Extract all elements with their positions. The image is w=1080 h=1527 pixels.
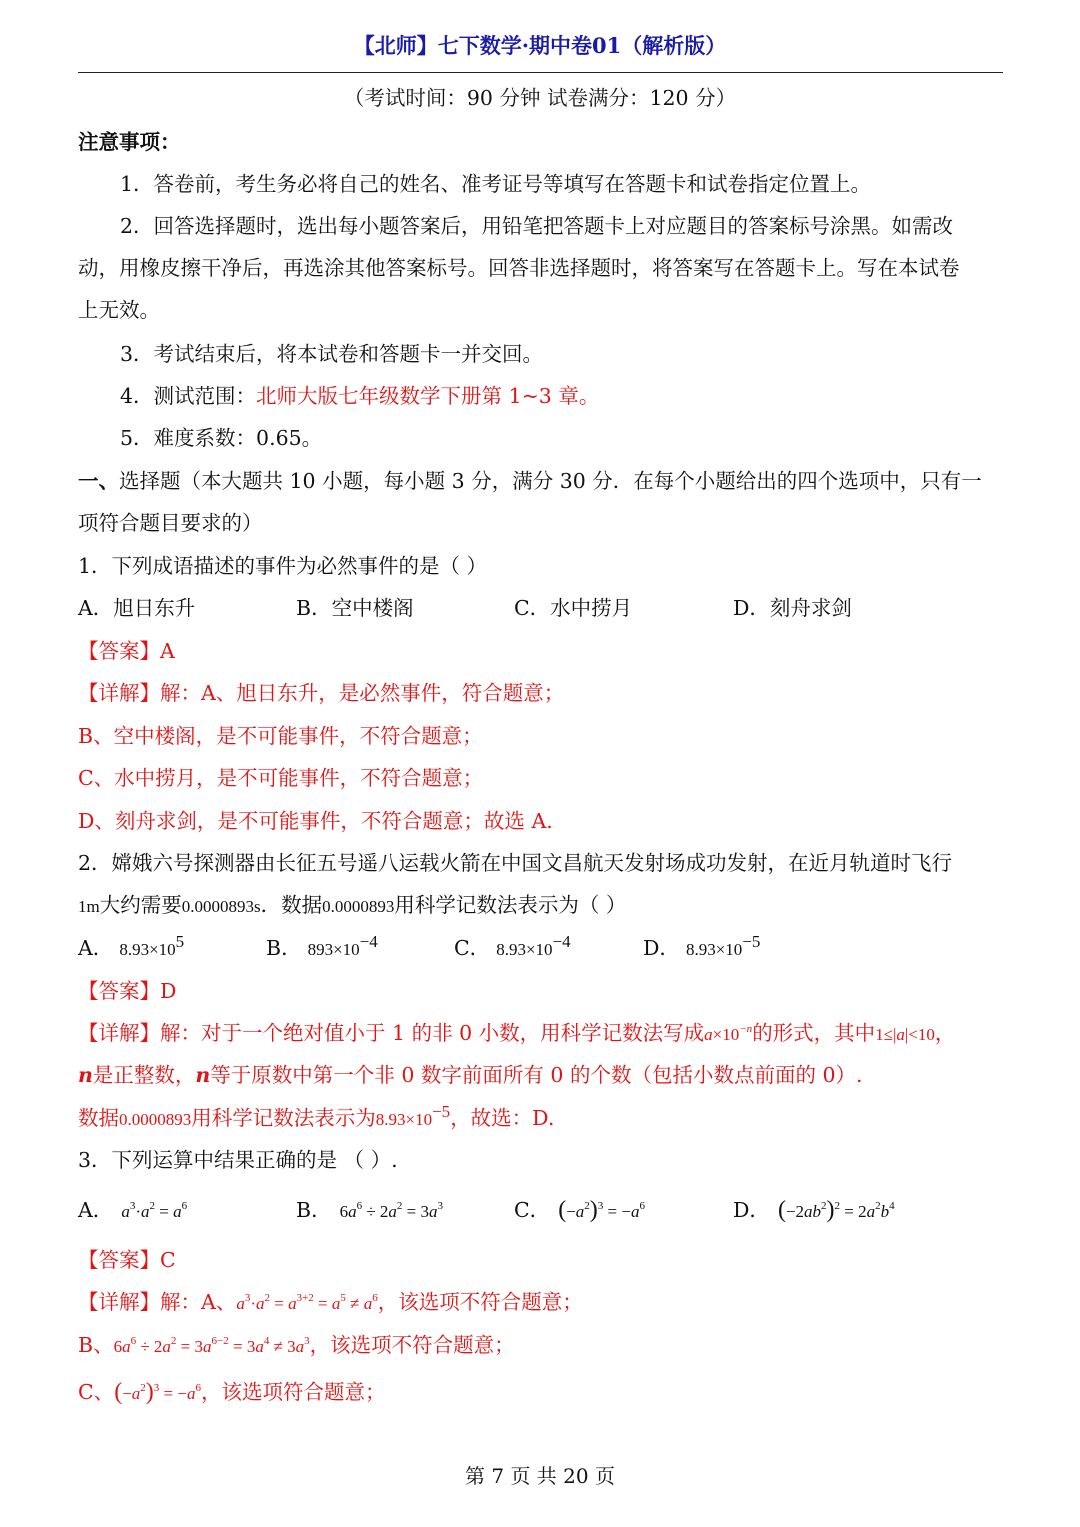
- q3-explain-a-formula: $a^3\cdot a^2 = a^{3+2} = a^5 \ne a^6$: [236, 1292, 378, 1313]
- q2-text-2: ．数据: [260, 893, 323, 917]
- header-divider: [78, 72, 1003, 73]
- option-base: 8.93×10: [496, 940, 553, 959]
- option-base: 8.93×10: [685, 940, 743, 959]
- q2-explain-text-2: 的形式，其中: [752, 1021, 876, 1045]
- note-item-3: 3．考试结束后，将本试卷和答题卡一并交回。: [120, 342, 544, 366]
- q2-sci-form: [704, 1025, 752, 1044]
- question-1-stem: 1．下列成语描述的事件为必然事件的是（ ）: [78, 554, 488, 578]
- var-n: n: [78, 1063, 93, 1087]
- note-item-5: 5．难度系数：0.65。: [120, 426, 323, 450]
- option-letter: C．: [454, 936, 491, 960]
- q2-result-exp: −5: [432, 1102, 451, 1121]
- question-1-option-a: A．旭日东升: [78, 596, 196, 620]
- var-a: a: [704, 1025, 713, 1044]
- question-2-stem-1: 2．嫦娥六号探测器由长征五号遥八运载火箭在中国文昌航天发射场成功发射，在近月轨道时飞行: [78, 851, 953, 875]
- question-1-option-d: D．刻舟求剑: [733, 596, 852, 620]
- q2-explain-text-5: 数据: [78, 1106, 119, 1130]
- note-item-1: 1．答卷前，考生务必将自己的姓名、准考证号等填写在答题卡和试卷指定位置上。: [120, 172, 872, 196]
- q3-explain-c-prefix: C、: [78, 1380, 115, 1404]
- question-3-option-b: [296, 1196, 443, 1226]
- question-1-option-b: B．空中楼阁: [296, 596, 414, 620]
- question-1-explain-2: B、空中楼阁，是不可能事件，不符合题意；: [78, 724, 483, 748]
- question-1-option-c: C．水中捞月: [514, 596, 633, 620]
- question-2-stem-2: [78, 891, 626, 921]
- question-3-option-d: [733, 1196, 895, 1226]
- option-formula: $a^3\cdot a^2 = a^6$: [121, 1200, 188, 1221]
- q3-explain-c-tail: ，该选项符合题意；: [200, 1380, 386, 1404]
- option-exp: −5: [742, 932, 761, 951]
- q2-range-2: |<10: [904, 1025, 935, 1044]
- question-3-option-a: [78, 1196, 187, 1226]
- note-item-2-line-2: 动，用橡皮擦干净后，再选涂其他答案标号。回答非选择题时，将答案写在答题卡上。写在本试卷: [78, 256, 960, 280]
- option-letter: B．: [266, 936, 302, 960]
- q2-distance: 1m: [78, 897, 100, 916]
- question-3-answer: 【答案】C: [78, 1248, 176, 1272]
- sci-times-ten: ×10: [712, 1025, 740, 1044]
- document-header-title: 【北师】七下数学·期中卷01（解析版）: [353, 33, 727, 58]
- q2-range-1: 1≤|: [875, 1025, 897, 1044]
- option-letter: A．: [78, 936, 114, 960]
- question-2-option-c: [454, 934, 571, 964]
- question-3-stem: 3．下列运算中结果正确的是 （ ）.: [78, 1148, 398, 1172]
- question-1-explain-4: D、刻舟求剑，是不可能事件，不符合题意；故选 A.: [78, 809, 553, 833]
- question-2-explain-1: [78, 1019, 955, 1049]
- page-number: 第 7 页 共 20 页: [465, 1464, 615, 1488]
- q2-explain-text-3: 是正整数，: [92, 1063, 196, 1087]
- question-2-option-a: [78, 934, 184, 964]
- option-base: 893×10: [307, 940, 360, 959]
- option-base: 8.93×10: [119, 940, 176, 959]
- q2-explain-text-1: 【详解】解：对于一个绝对值小于 1 的非 0 小数，用科学记数法写成: [78, 1021, 705, 1045]
- option-letter: B．: [296, 1198, 332, 1222]
- option-letter: A．: [78, 1198, 114, 1222]
- option-letter: D．: [733, 1198, 770, 1222]
- question-2-answer: 【答案】D: [78, 979, 177, 1003]
- option-formula: $(-2ab^2)^2 = 2a^2b^4$: [777, 1197, 895, 1223]
- note-item-4: [120, 382, 599, 410]
- exam-info: （考试时间：90 分钟 试卷满分：120 分）: [343, 86, 737, 110]
- notes-heading: 注意事项：: [78, 130, 181, 154]
- question-2-option-b: [266, 934, 378, 964]
- section-1-heading: [78, 467, 982, 495]
- question-2-explain-2: [78, 1061, 863, 1089]
- option-letter: D．: [643, 936, 680, 960]
- question-2-option-d: [643, 934, 760, 964]
- question-3-explain-a: [78, 1288, 583, 1318]
- option-exp: −4: [552, 932, 571, 951]
- q3-explain-prefix: 【详解】解：A、: [78, 1290, 237, 1314]
- q2-explain-comma: ，: [934, 1021, 956, 1045]
- q2-explain-text-7: ，故选：D.: [450, 1106, 555, 1130]
- var-n: n: [195, 1063, 211, 1087]
- option-exp: −4: [359, 932, 378, 951]
- q2-range-var: a: [896, 1025, 905, 1044]
- q2-time: 0.0000893s: [181, 897, 261, 916]
- question-1-explain-3: C、水中捞月，是不可能事件，不符合题意；: [78, 766, 484, 790]
- q2-result: 8.93×10: [375, 1110, 433, 1129]
- option-exp: 5: [175, 932, 185, 951]
- note-item-2-line-3: 上无效。: [78, 298, 160, 322]
- q2-number: 0.0000893: [322, 897, 395, 916]
- section-1-heading-text: 选择题（本大题共 10 小题，每小题 3 分，满分 30 分．在每个小题给出的四个选项中，只有一: [119, 469, 982, 493]
- question-3-explain-b: [78, 1331, 515, 1361]
- sci-exp: −n: [739, 1023, 753, 1035]
- section-1-number: 一、: [78, 469, 119, 493]
- question-1-explain-1: 【详解】解：A、旭日东升，是必然事件，符合题意；: [78, 681, 565, 705]
- option-formula: $(-a^2)^3 = -a^6$: [558, 1197, 645, 1223]
- q3-explain-b-tail: ，该选项不符合题意；: [309, 1333, 515, 1357]
- q2-data-number: 0.0000893: [119, 1110, 192, 1129]
- note-item-2-line-1: 2．回答选择题时，选出每小题答案后，用铅笔把答题卡上对应题目的答案标号涂黑。如需改: [120, 214, 954, 238]
- q3-explain-b-formula: $6a^6 \div 2a^2 = 3a^{6-2} = 3a^4 \ne 3a^3$: [113, 1335, 310, 1356]
- option-letter: C．: [514, 1198, 551, 1222]
- q3-explain-b-prefix: B、: [78, 1333, 114, 1357]
- q2-text-3: 用科学记数法表示为（ ）: [394, 893, 627, 917]
- option-formula: $6a^6 \div 2a^2 = 3a^3$: [339, 1200, 444, 1221]
- question-2-explain-3: [78, 1104, 554, 1134]
- q2-text-1: 大约需要: [99, 893, 182, 917]
- question-1-answer: 【答案】A: [78, 639, 175, 663]
- q3-explain-a-tail: ，该选项不符合题意；: [377, 1290, 583, 1314]
- section-1-heading-line-2: 项符合题目要求的）: [78, 511, 263, 535]
- q2-explain-text-4: 等于原数中第一个非 0 数字前面所有 0 的个数（包括小数点前面的 0）.: [210, 1063, 863, 1087]
- question-3-option-c: [514, 1196, 645, 1226]
- q2-explain-text-6: 用科学记数法表示为: [191, 1106, 376, 1130]
- note-item-4-scope: 北师大版七年级数学下册第 1~3 章。: [256, 384, 600, 408]
- note-item-4-prefix: 4．测试范围：: [120, 384, 257, 408]
- question-3-explain-c: [78, 1378, 385, 1408]
- q3-explain-c-formula: $(-a^2)^3 = -a^6$: [114, 1379, 201, 1405]
